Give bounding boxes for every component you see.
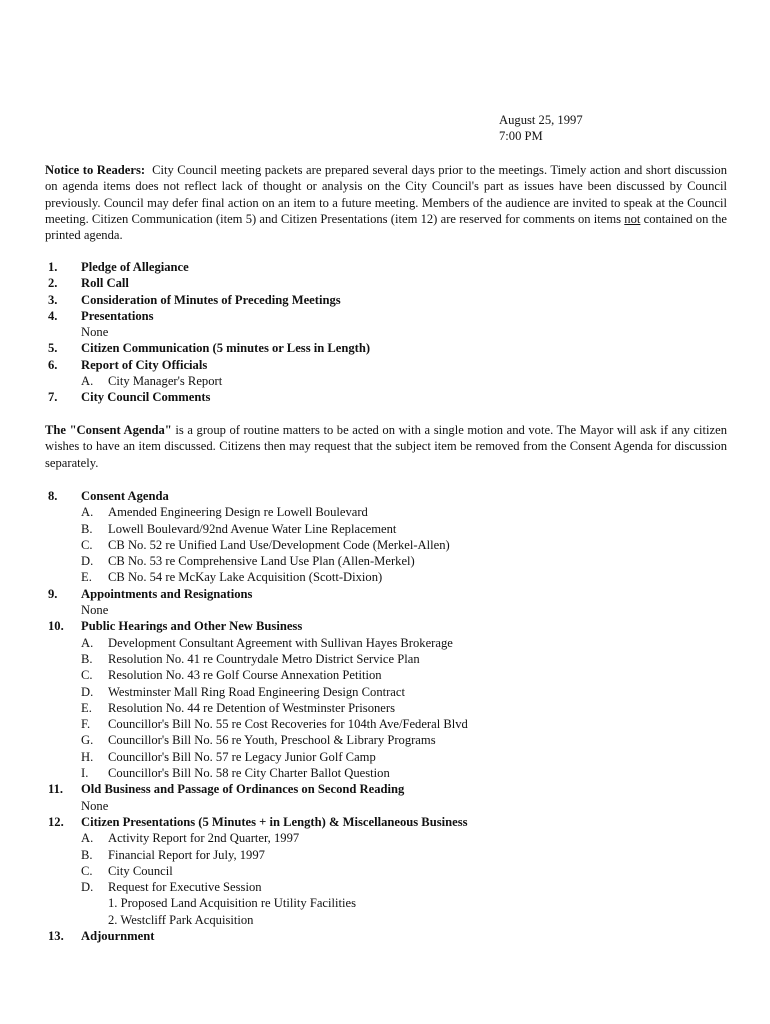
agenda-subitem-text: City Council (108, 863, 173, 878)
notice-to-readers (45, 162, 727, 243)
agenda-item-number: 3. (48, 292, 58, 307)
agenda-item (45, 389, 727, 405)
agenda-subitem-text: Westminster Mall Ring Road Engineering Design Contract (108, 684, 405, 699)
agenda-item-title: Old Business and Passage of Ordinances on Second Reading (81, 782, 405, 797)
agenda-item-number: 6. (48, 357, 58, 372)
agenda-subitem-text: Councillor's Bill No. 58 re City Charter Ballot Question (108, 766, 390, 781)
agenda-subitem (45, 651, 727, 667)
agenda-item-title: Roll Call (81, 276, 129, 291)
agenda-item-title: City Council Comments (81, 390, 211, 405)
agenda-subitem (45, 732, 727, 748)
agenda-subitem-text: CB No. 53 re Comprehensive Land Use Plan (Allen-Merkel) (108, 554, 415, 569)
agenda-subitem-text: Lowell Boulevard/92nd Avenue Water Line Replacement (108, 521, 397, 536)
agenda-item-number: 7. (48, 390, 58, 405)
agenda-subitem (45, 700, 727, 716)
agenda-item-number: 9. (48, 586, 58, 601)
agenda-subitem-letter: B. (81, 651, 93, 666)
agenda-subitem (45, 847, 727, 863)
agenda-subitem-letter: G. (81, 733, 94, 748)
notice-label: Notice to Readers: (45, 163, 146, 177)
agenda-subitem-letter: E. (81, 570, 92, 585)
agenda-subitem-text: CB No. 54 re McKay Lake Acquisition (Scott-Dixion) (108, 570, 383, 585)
agenda-subitem (45, 553, 727, 569)
meeting-date: August 25, 1997 (499, 113, 583, 127)
consent-text: is a group of routine matters to be acted on with a single motion and vote. The Mayor will ask if any citizen wishes to have an item discussed. Citizens then may request that the subject item be removed from the Consent Agenda for discussion separately. (45, 423, 727, 470)
agenda-subitem (45, 716, 727, 732)
agenda-item-note: None (81, 603, 109, 618)
agenda-item-number: 8. (48, 489, 58, 503)
agenda-subitem-letter: H. (81, 749, 94, 764)
agenda-subitem-text: CB No. 52 re Unified Land Use/Development Code (Merkel-Allen) (108, 537, 450, 552)
agenda-item (45, 488, 727, 504)
agenda-subitem-text: Financial Report for July, 1997 (108, 847, 265, 862)
notice-text-end: contained on the printed agenda. (45, 211, 727, 243)
agenda-subitem-letter: B. (81, 847, 93, 862)
agenda-subitem (45, 879, 727, 895)
agenda-subitem (45, 521, 727, 537)
agenda-item-title: Adjournment (81, 929, 155, 944)
agenda-item (45, 814, 727, 830)
agenda-subitem (45, 830, 727, 846)
agenda-item-note: None (81, 798, 109, 813)
agenda-subitem (45, 765, 727, 781)
agenda-subitem (45, 537, 727, 553)
agenda-item-title: Citizen Presentations (5 Minutes + in Length) & Miscellaneous Business (81, 814, 468, 829)
agenda-item-title: Citizen Communication (5 minutes or Less in Length) (81, 341, 371, 356)
agenda-subitem-letter: I. (81, 766, 89, 781)
agenda-subitem (45, 667, 727, 683)
agenda-subitem-text: Request for Executive Session (108, 880, 262, 895)
agenda-subitem (45, 569, 727, 585)
agenda-item-title: Report of City Officials (81, 357, 208, 372)
agenda-item-title: Pledge of Allegiance (81, 260, 189, 274)
agenda-item-title: Appointments and Resignations (81, 586, 253, 601)
agenda-subitem-text: City Manager's Report (108, 374, 223, 389)
agenda-subitem-text: Amended Engineering Design re Lowell Boulevard (108, 505, 368, 520)
agenda-subitem-letter: C. (81, 668, 93, 683)
agenda-item (45, 586, 727, 602)
agenda-item (45, 259, 727, 275)
agenda-subitem-text: Councillor's Bill No. 57 re Legacy Junior Golf Camp (108, 749, 376, 764)
agenda-subitem-letter: D. (81, 684, 94, 699)
agenda-subitem-letter: E. (81, 700, 92, 715)
agenda-item-title: Consideration of Minutes of Preceding Meetings (81, 292, 341, 307)
agenda-item (45, 781, 727, 797)
consent-label: The "Consent Agenda" (45, 423, 172, 437)
agenda-item (45, 292, 727, 308)
agenda-subitem-text: Activity Report for 2nd Quarter, 1997 (108, 831, 300, 846)
agenda-item-number: 11. (48, 782, 64, 797)
agenda-subsubitem: 2. Westcliff Park Acquisition (108, 912, 254, 927)
agenda-subitem (45, 863, 727, 879)
agenda-subitem-text: Councillor's Bill No. 56 re Youth, Preschool & Library Programs (108, 733, 436, 748)
agenda-item (45, 928, 727, 944)
date-block (499, 112, 583, 145)
agenda-item-number: 2. (48, 276, 58, 291)
consent-agenda-note (45, 422, 727, 471)
agenda-item (45, 357, 727, 373)
agenda-subitem-letter: A. (81, 374, 94, 389)
agenda-subitem-text: Resolution No. 41 re Countrydale Metro District Service Plan (108, 651, 420, 666)
agenda-item (45, 340, 727, 356)
agenda-subitem (45, 373, 727, 389)
agenda-item-number: 10. (48, 619, 64, 634)
agenda-subitem-letter: C. (81, 537, 93, 552)
agenda-subitem-letter: C. (81, 863, 93, 878)
agenda-subitem-text: Resolution No. 43 re Golf Course Annexation Petition (108, 668, 382, 683)
agenda-item-title: Public Hearings and Other New Business (81, 619, 303, 634)
agenda-subitem (45, 684, 727, 700)
agenda-subitem-letter: B. (81, 521, 93, 536)
notice-underlined: not (624, 211, 641, 226)
agenda-subitem-letter: A. (81, 831, 94, 846)
agenda-subitem-text: Resolution No. 44 re Detention of Westminster Prisoners (108, 700, 395, 715)
agenda-subsubitem: 1. Proposed Land Acquisition re Utility Facilities (108, 896, 357, 911)
agenda-item-note: None (81, 325, 109, 340)
agenda-subitem (45, 504, 727, 520)
notice-text: City Council meeting packets are prepared several days prior to the meetings. Timely action and short discussion on agenda items does not reflect lack of thought or analysis on the City Council's part as issues have been discussed by Council previously. Council may defer final action on an item to a future meeting. Members of the audience are invited to speak at the Council meeting. Citizen Communication (item 5) and Citizen Presentations (item 12) are reserved for comments on items (45, 163, 727, 226)
agenda-item-number: 1. (48, 260, 58, 274)
agenda-subitem-text: Councillor's Bill No. 55 re Cost Recoveries for 104th Ave/Federal Blvd (108, 717, 468, 732)
agenda-item (45, 308, 727, 324)
agenda-item (45, 275, 727, 291)
meeting-time: 7:00 PM (499, 129, 543, 144)
agenda-item-number: 5. (48, 341, 58, 356)
agenda-list-1 (45, 259, 727, 406)
agenda-item-number: 4. (48, 308, 58, 323)
agenda-subitem-letter: A. (81, 505, 94, 520)
agenda-subitem-letter: A. (81, 635, 94, 650)
agenda-item-number: 13. (48, 929, 64, 944)
agenda-item (45, 618, 727, 634)
agenda-item-title: Consent Agenda (81, 489, 169, 503)
agenda-subitem (45, 749, 727, 765)
agenda-subitem-text: Development Consultant Agreement with Sullivan Hayes Brokerage (108, 635, 453, 650)
agenda-item-number: 12. (48, 814, 64, 829)
agenda-item-title: Presentations (81, 308, 154, 323)
agenda-list-2 (45, 488, 727, 944)
agenda-subitem-letter: F. (81, 717, 91, 732)
agenda-subitem (45, 635, 727, 651)
agenda-subitem-letter: D. (81, 880, 94, 895)
agenda-subitem-letter: D. (81, 554, 94, 569)
